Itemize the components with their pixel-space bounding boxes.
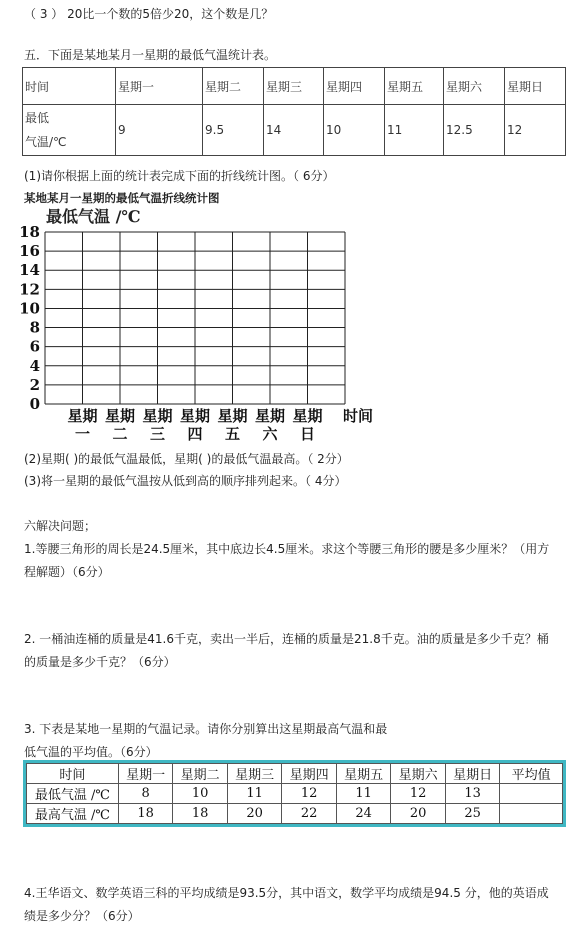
x-tick-label: 星期 xyxy=(254,407,286,425)
sub-question-1: (1)请你根据上面的统计表完成下面的折线统计图。（ 6分） xyxy=(24,169,335,183)
table-header-cell: 星期一 xyxy=(118,764,173,784)
table-cell: 14 xyxy=(264,105,324,156)
table-cell: 25 xyxy=(445,804,500,824)
table-row xyxy=(27,784,563,804)
sub-question-3: (3)将一星期的最低气温按从低到高的顺序排列起来。（ 4分） xyxy=(24,474,347,488)
x-tick-label: 三 xyxy=(149,425,166,443)
table-cell: 13 xyxy=(445,784,500,804)
table-header-cell: 星期日 xyxy=(445,764,500,784)
table-header-cell: 星期六 xyxy=(444,68,505,105)
y-tick-label: 4 xyxy=(29,356,40,375)
table-cell: 8 xyxy=(118,784,173,804)
table-cell: 12 xyxy=(391,784,446,804)
row-label-line1: 最低 xyxy=(25,111,50,125)
chart-y-label: 最低气温 /℃ xyxy=(46,207,141,226)
sub-question-2: (2)星期( )的最低气温最低，星期( )的最低气温最高。（ 2分） xyxy=(24,452,349,466)
row-label-cell: 最高气温 /℃ xyxy=(27,804,119,824)
section-5-title: 五．下面是某地某月一星期的最低气温统计表。 xyxy=(24,48,277,62)
chart-title: 某地某月一星期的最低气温折线统计图 xyxy=(24,191,220,205)
y-tick-label: 10 xyxy=(19,299,40,318)
table-cell: 24 xyxy=(336,804,391,824)
table-cell: 18 xyxy=(173,804,228,824)
table-cell: 18 xyxy=(118,804,173,824)
question-3-text: （ 3 ） 20比一个数的5倍少20，这个数是几？ xyxy=(24,7,274,21)
problem-2-line2: 的质量是多少千克？（6分） xyxy=(24,655,176,669)
table-cell: 12 xyxy=(505,105,566,156)
table-header-cell: 星期一 xyxy=(116,68,203,105)
problem-3-line2: 低气温的平均值。（6分） xyxy=(24,745,158,759)
table-cell: 20 xyxy=(227,804,282,824)
problem-4-line2: 绩是多少分？（6分） xyxy=(24,909,140,923)
section-6-title: 六解决问题； xyxy=(24,519,97,533)
table-cell: 22 xyxy=(282,804,337,824)
table-header-cell: 星期三 xyxy=(227,764,282,784)
problem-3-line1: 3. 下表是某地一星期的气温记录。请你分别算出这星期最高气温和最 xyxy=(24,722,388,736)
x-tick-label: 日 xyxy=(299,425,316,443)
table-cell: 10 xyxy=(324,105,385,156)
table-cell-average[interactable] xyxy=(500,804,563,824)
y-tick-label: 18 xyxy=(19,223,40,241)
x-tick-label: 星期 xyxy=(292,407,323,425)
y-tick-label: 8 xyxy=(29,318,40,337)
table-header-cell: 时间 xyxy=(23,68,116,105)
x-tick-label: 星期 xyxy=(67,407,98,425)
table-header-cell: 星期四 xyxy=(324,68,385,105)
table-header-cell: 时间 xyxy=(27,764,119,784)
table-cell: 10 xyxy=(173,784,228,804)
table-header-cell: 星期四 xyxy=(282,764,337,784)
table-cell: 11 xyxy=(227,784,282,804)
weekly-temperature-table xyxy=(26,763,563,824)
x-tick-label: 六 xyxy=(262,425,278,443)
x-tick-label: 四 xyxy=(187,425,203,443)
table-cell: 11 xyxy=(336,784,391,804)
y-tick-label: 6 xyxy=(29,337,40,356)
x-tick-label: 星期 xyxy=(142,407,173,425)
table-header-cell: 星期二 xyxy=(203,68,264,105)
table-header-cell: 星期六 xyxy=(391,764,446,784)
y-tick-label: 12 xyxy=(19,280,40,299)
y-tick-label: 0 xyxy=(29,395,40,413)
table-cell: 11 xyxy=(385,105,444,156)
row-label-line2: 气温/℃ xyxy=(25,135,67,149)
table-header-cell: 星期五 xyxy=(336,764,391,784)
y-tick-label: 14 xyxy=(19,261,40,280)
problem-1-line2: 程解题）（6分） xyxy=(24,565,110,579)
y-tick-label: 16 xyxy=(19,242,40,261)
table-header-cell: 平均值 xyxy=(500,764,563,784)
table-cell: 20 xyxy=(391,804,446,824)
y-tick-label: 2 xyxy=(29,375,40,394)
table-cell: 12.5 xyxy=(444,105,505,156)
table-header-cell: 星期日 xyxy=(505,68,566,105)
row-label-cell: 最低气温 /℃ xyxy=(27,784,119,804)
table-cell: 9.5 xyxy=(203,105,264,156)
chart-x-label: 时间 xyxy=(343,407,374,425)
table-cell: 9 xyxy=(116,105,203,156)
table-row xyxy=(27,804,563,824)
table-header-cell: 星期五 xyxy=(385,68,444,105)
problem-1-line1: 1.等腰三角形的周长是24.5厘米，其中底边长4.5厘米。求这个等腰三角形的腰是多少厘米？（用方 xyxy=(24,542,550,556)
problem-4-line1: 4.王华语文、数学英语三科的平均成绩是93.5分，其中语文，数学平均成绩是94.5 分，他的英语成 xyxy=(24,886,549,900)
table-header-cell: 星期二 xyxy=(173,764,228,784)
x-tick-label: 星期 xyxy=(217,407,248,425)
x-tick-label: 一 xyxy=(74,425,91,443)
table-header-cell: 星期三 xyxy=(264,68,324,105)
x-tick-label: 星期 xyxy=(104,407,136,425)
table-header-row xyxy=(27,764,563,784)
x-tick-label: 五 xyxy=(224,425,241,443)
x-tick-label: 星期 xyxy=(179,407,211,425)
x-tick-label: 二 xyxy=(112,425,128,443)
problem-2-line1: 2. 一桶油连桶的质量是41.6千克，卖出一半后，连桶的质量是21.8千克。油的质量是多少千克？桶 xyxy=(24,632,549,646)
table-cell-average[interactable] xyxy=(500,784,563,804)
table-cell: 12 xyxy=(282,784,337,804)
